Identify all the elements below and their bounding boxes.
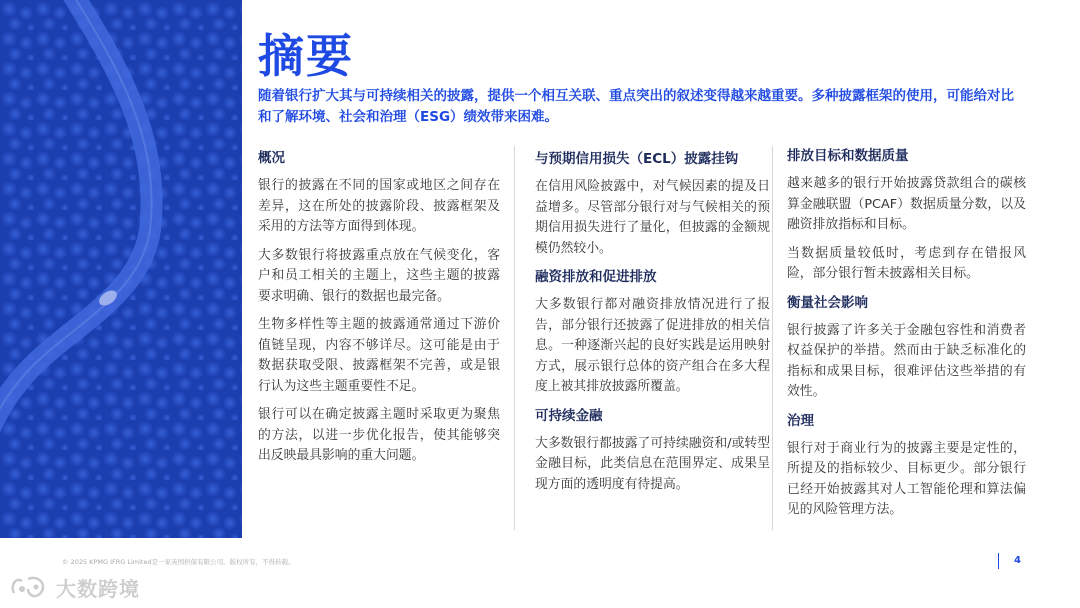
section-heading: 可持续金融 (535, 407, 603, 424)
section-paragraph: 当数据质量较低时，考虑到存在错报风险，部分银行暂未披露相关目标。 (787, 245, 1026, 281)
watermark-text: 大数跨境 (56, 576, 140, 601)
section-paragraph: 大多数银行都对融资排放情况进行了报告，部分银行还披露了促进排放的相关信息。一种逐渐兴起的良好实践是运用映射方式，展示银行总体的资产组合在多大程度上被其排放披露所覆盖。 (535, 297, 770, 394)
section-paragraph: 银行披露了许多关于金融包容性和消费者权益保护的举措。然而由于缺乏标准化的指标和成果目标，很难评估这些举措的有效性。 (787, 322, 1026, 399)
section-paragraph: 大多数银行将披露重点放在气候变化，客户和员工相关的主题上，这些主题的披露要求明确、银行的数据也最完备。 (258, 247, 500, 304)
page-number: 4 (1014, 555, 1021, 566)
watermark (8, 572, 140, 602)
section-paragraph: 大多数银行都披露了可持续融资和/或转型金融目标，此类信息在范围界定、成果呈现方面的透明度有待提高。 (535, 435, 770, 492)
section-paragraph: 生物多样性等主题的披露通常通过下游价值链呈现，内容不够详尽。这可能是由于数据获取受限、披露框架不完善，或是银行认为这些主题重要性不足。 (258, 317, 500, 394)
column-credit-emissions (514, 146, 770, 530)
footer-copyright: © 2025 KPMG IFRG Limited是一家英国担保有限公司。版权所有，不得转载。 (62, 558, 295, 566)
section-paragraph: 越来越多的银行开始披露贷款组合的碳核算金融联盟（PCAF）数据质量分数，以及融资排放指标和目标。 (787, 176, 1026, 232)
hero-forest-image (0, 0, 242, 538)
column-targets-governance (772, 146, 1026, 530)
section-paragraph: 银行对于商业行为的披露主要是定性的，所提及的指标较少、目标更少。部分银行已经开始披露其对人工智能伦理和算法偏见的风险管理方法。 (787, 440, 1026, 517)
section-heading: 治理 (787, 412, 814, 429)
section-heading: 融资排放和促进排放 (535, 269, 657, 285)
lead-paragraph: 随着银行扩大其与可持续相关的披露，提供一个相互关联、重点突出的叙述变得越来越重要。多种披露框架的使用，可能给对比和了解环境、社会和治理（ESG）绩效带来困难。 (258, 88, 1014, 125)
watermark-logo-icon (8, 573, 50, 601)
section-heading: 排放目标和数据质量 (787, 148, 909, 164)
section-heading: 衡量社会影响 (787, 294, 868, 311)
section-heading: 与预期信用损失（ECL）披露挂钩 (535, 151, 739, 167)
footer-divider (998, 553, 999, 569)
section-paragraph: 银行可以在确定披露主题时采取更为聚焦的方法，以进一步优化报告，使其能够突出反映最具影响的重大问题。 (258, 407, 500, 463)
section-paragraph: 银行的披露在不同的国家或地区之间存在差异，这在所处的披露阶段、披露框架及采用的方法等方面得到体现。 (258, 178, 500, 234)
column-overview (258, 146, 500, 530)
section-heading: 概况 (258, 150, 285, 166)
forest-road-illustration (0, 0, 242, 538)
section-paragraph: 在信用风险披露中，对气候因素的提及日益增多。尽管部分银行对与气候相关的预期信用损失进行了量化，但披露的金额规模仍然较小。 (535, 179, 770, 256)
page-title: 摘要 (258, 29, 354, 83)
